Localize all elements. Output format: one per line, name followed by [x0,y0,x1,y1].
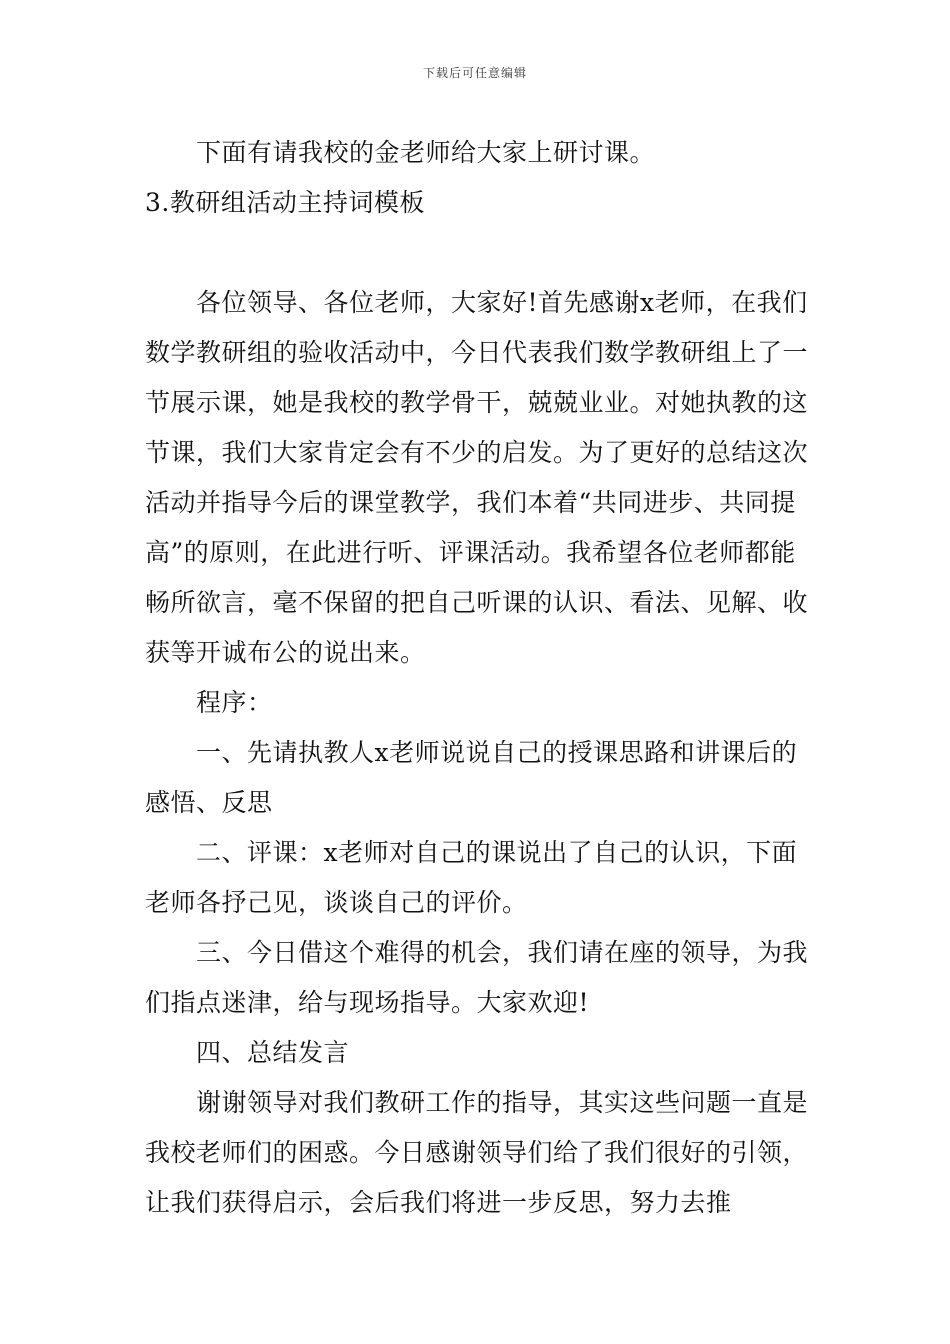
paragraph-intro: 下面有请我校的金老师给大家上研讨课。 [196,138,656,167]
paragraph-step-three: 三、今日借这个难得的机会，我们请在座的领导，为我们指点迷津，给与现场指导。大家欢迎! [145,938,809,1017]
blank-line [145,228,810,278]
paragraph-opening: 各位领导、各位老师，大家好!首先感谢x老师，在我们数学教研组的验收活动中，今日代表我们数学教研组上了一节展示课，她是我校的教学骨干，兢兢业业。对她执教的这节课，我们大家肯定会有不少的启发。为了更好的总结这次活动并指导今后的课堂教学，我们本着“共同进步、共同提高”的原则，在此进行听、评课活动。我希望各位老师都能畅所欲言，毫不保留的把自己听课的认识、看法、见解、收获等开诚布公的说出来。 [145,288,809,667]
paragraph-procedure-label: 程序： [196,688,273,717]
section-heading: 3.教研组活动主持词模板 [145,188,425,217]
page-header-note: 下载后可任意编辑 [422,66,527,80]
paragraph-closing: 谢谢领导对我们教研工作的指导，其实这些问题一直是我校老师们的困惑。今日感谢领导们给了我们很好的引领，让我们获得启示，会后我们将进一步反思，努力去推 [145,1088,809,1217]
document-body [145,128,810,1228]
paragraph-step-four: 四、总结发言 [196,1038,350,1067]
paragraph-step-one: 一、先请执教人x老师说说自己的授课思路和讲课后的感悟、反思 [145,738,798,817]
paragraph-step-two: 二、评课：x老师对自己的课说出了自己的认识，下面老师各抒己见，谈谈自己的评价。 [145,838,798,917]
